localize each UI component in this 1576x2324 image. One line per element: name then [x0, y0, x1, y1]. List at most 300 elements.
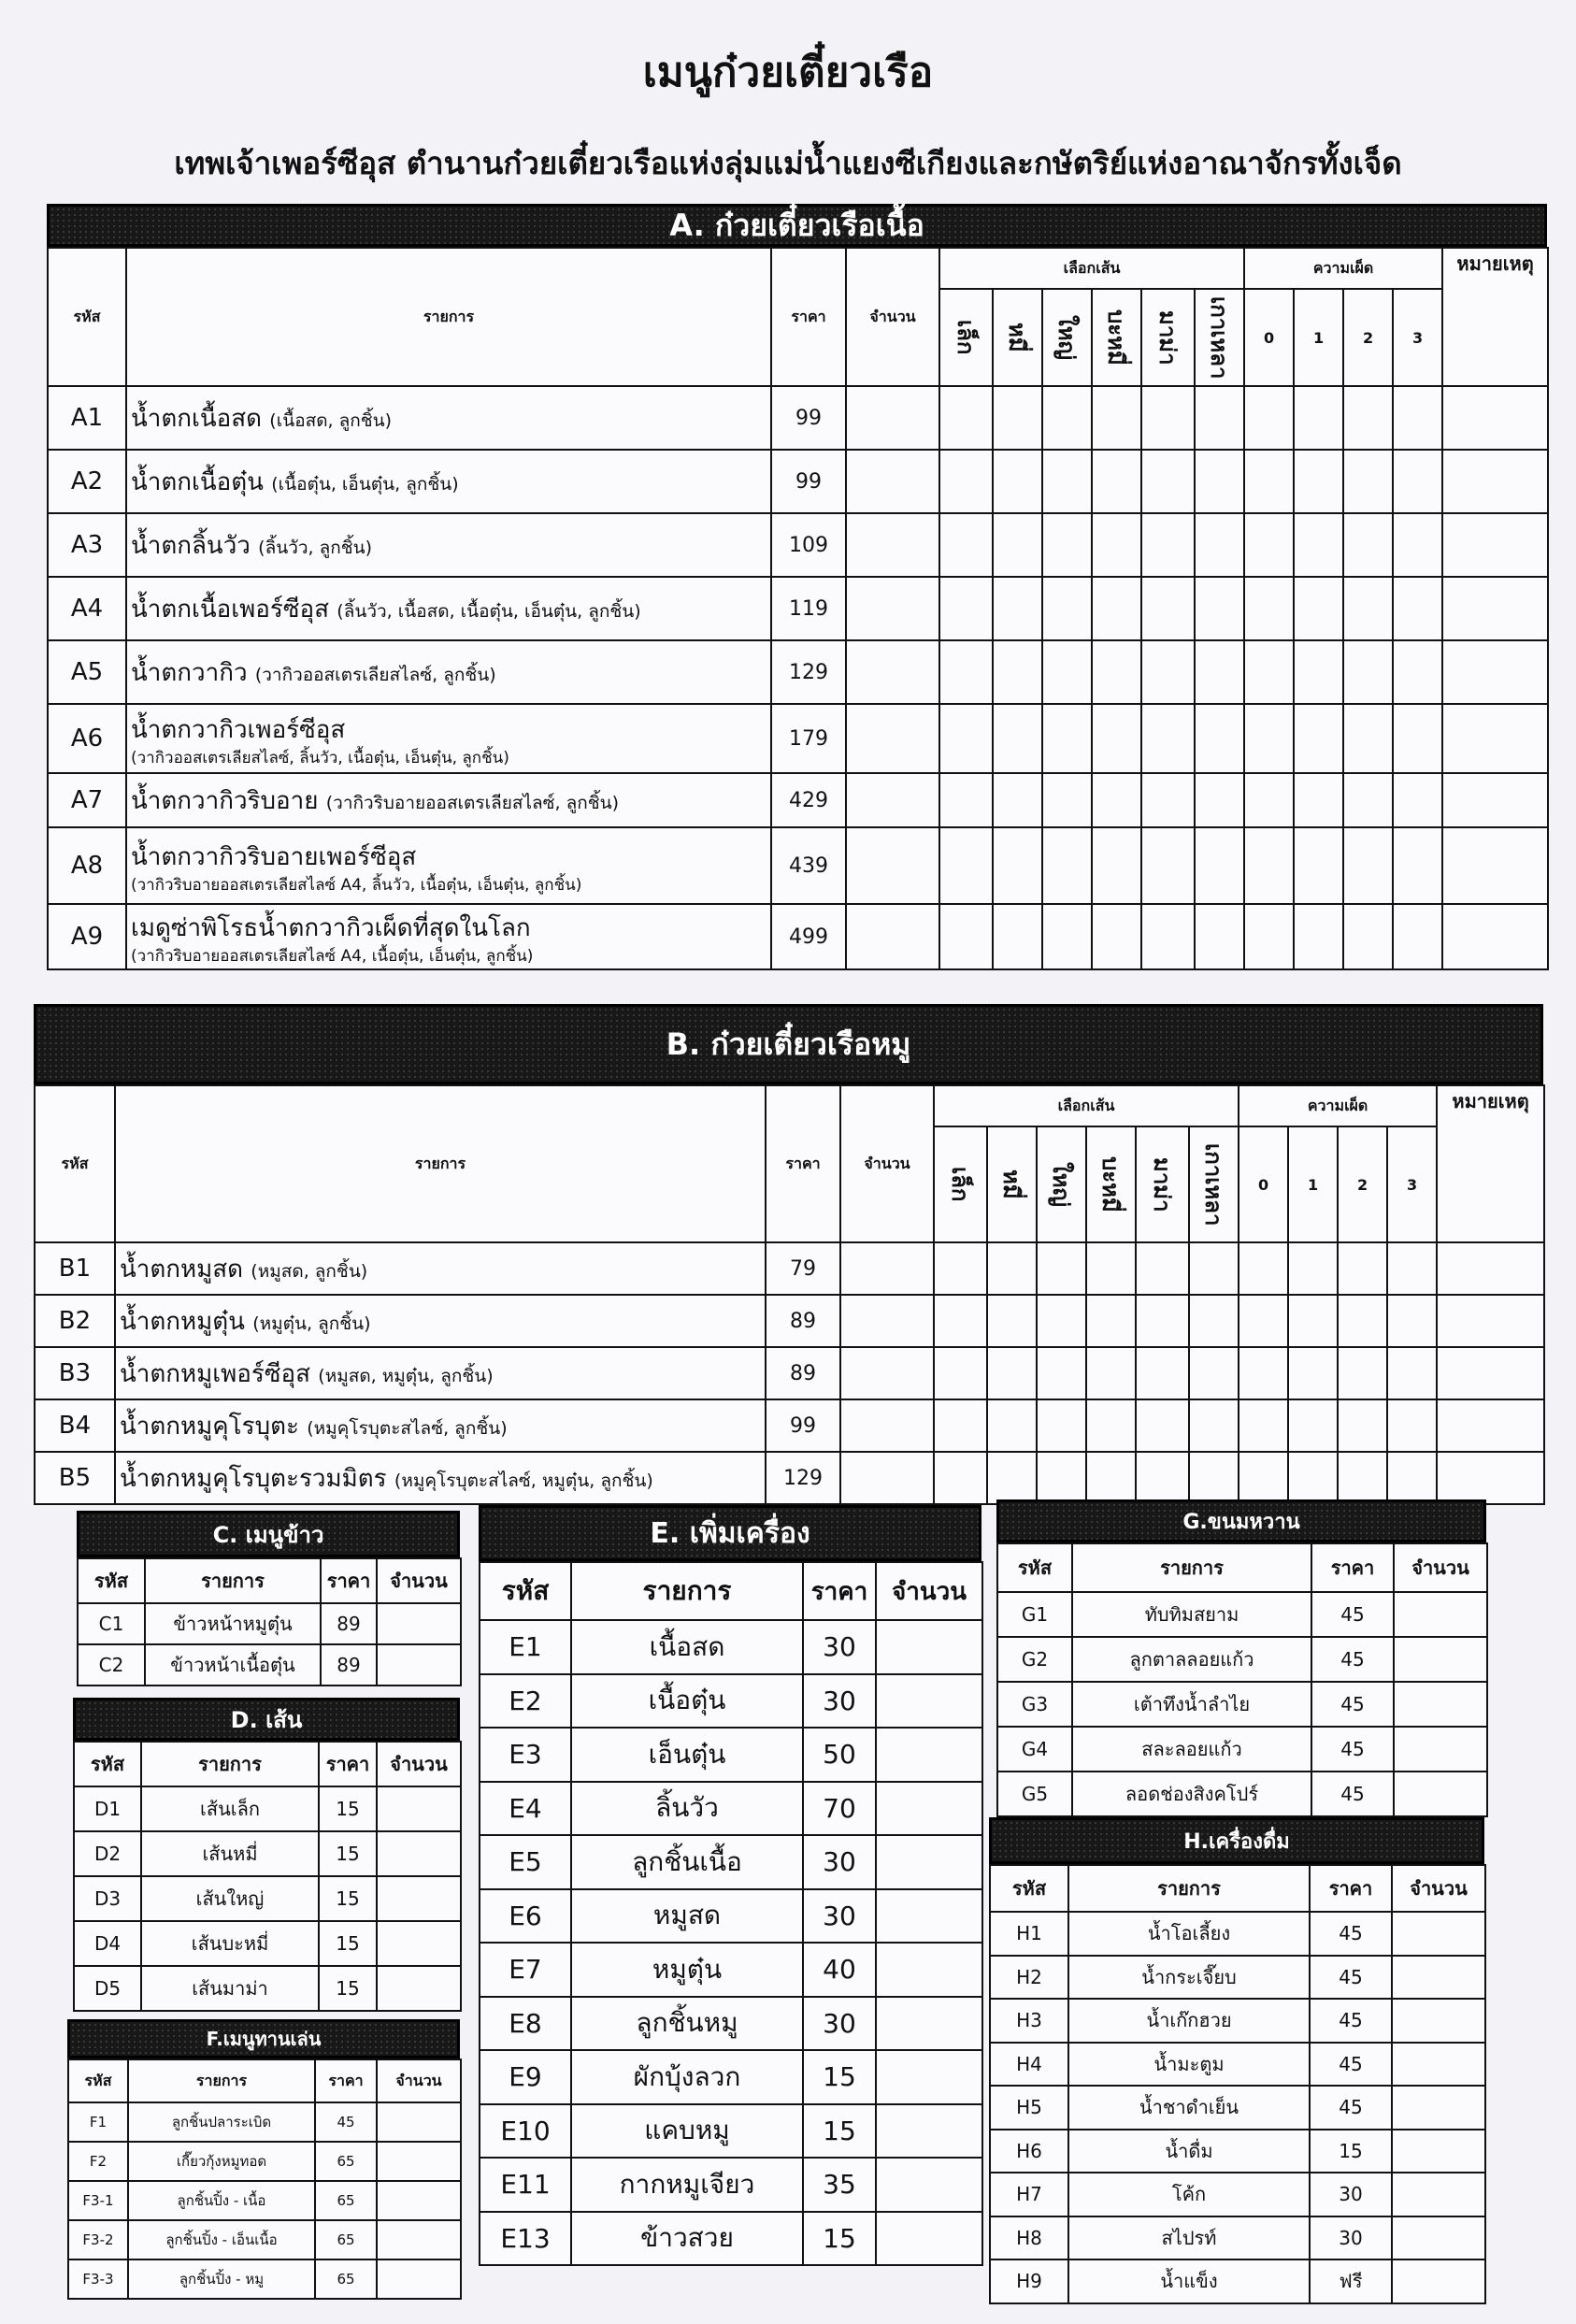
qty-input-cell[interactable] — [377, 1876, 461, 1921]
spice-checkbox-cell[interactable] — [1393, 386, 1442, 450]
table-row — [74, 1831, 461, 1876]
noodle-checkbox-cell[interactable] — [1042, 640, 1092, 704]
col-price: ราคา — [321, 1558, 377, 1603]
noodle-checkbox-cell[interactable] — [1037, 1242, 1086, 1295]
spice-checkbox-cell[interactable] — [1393, 450, 1442, 513]
note-cell[interactable] — [1442, 577, 1548, 640]
table-row — [990, 2043, 1485, 2087]
noodle-checkbox-cell[interactable] — [1136, 1452, 1189, 1504]
noodle-checkbox-cell[interactable] — [993, 773, 1042, 827]
qty-input-cell[interactable] — [1392, 1999, 1485, 2043]
spice-checkbox-cell[interactable] — [1294, 450, 1343, 513]
spice-checkbox-cell[interactable] — [1343, 386, 1393, 450]
section-h-table — [989, 1864, 1486, 2304]
qty-input-cell[interactable] — [840, 1452, 934, 1504]
item-code: A3 — [48, 513, 126, 577]
noodle-checkbox-cell[interactable] — [993, 640, 1042, 704]
spice-checkbox-cell[interactable] — [1244, 386, 1294, 450]
spice-checkbox-cell[interactable] — [1244, 704, 1294, 773]
spice-checkbox-cell[interactable] — [1288, 1347, 1338, 1399]
col-note: หมายเหตุ — [1437, 1085, 1544, 1242]
item-price: 89 — [321, 1603, 377, 1644]
noodle-checkbox-cell[interactable] — [1092, 513, 1141, 577]
qty-input-cell[interactable] — [377, 2102, 461, 2142]
noodle-checkbox-cell[interactable] — [1189, 1347, 1239, 1399]
qty-input-cell[interactable] — [876, 2050, 982, 2104]
spice-checkbox-cell[interactable] — [1239, 1295, 1288, 1347]
item-name-cell — [126, 640, 771, 704]
col-price: ราคา — [319, 1742, 377, 1786]
noodle-checkbox-cell[interactable] — [1037, 1452, 1086, 1504]
col-price: ราคา — [1310, 1865, 1392, 1912]
spice-checkbox-cell[interactable] — [1288, 1399, 1338, 1452]
noodle-checkbox-cell[interactable] — [1037, 1295, 1086, 1347]
spice-checkbox-cell[interactable] — [1343, 577, 1393, 640]
noodle-checkbox-cell[interactable] — [1141, 640, 1195, 704]
item-price: 45 — [1311, 1592, 1394, 1637]
qty-input-cell[interactable] — [846, 577, 939, 640]
noodle-checkbox-cell[interactable] — [1189, 1399, 1239, 1452]
table-row — [480, 1782, 982, 1836]
item-price: 179 — [771, 704, 846, 773]
table-row — [480, 1620, 982, 1674]
noodle-checkbox-cell[interactable] — [987, 1452, 1037, 1504]
noodle-checkbox-cell[interactable] — [934, 1295, 987, 1347]
noodle-checkbox-cell[interactable] — [1195, 704, 1244, 773]
item-name: ลูกชิ้นปิ้ง - เอ็นเนื้อ — [128, 2220, 315, 2259]
section-d — [73, 1698, 460, 2012]
spice-checkbox-cell[interactable] — [1294, 704, 1343, 773]
qty-input-cell[interactable] — [1394, 1772, 1487, 1816]
qty-input-cell[interactable] — [846, 640, 939, 704]
noodle-checkbox-cell[interactable] — [939, 704, 993, 773]
col-noodle-choice: เลือกเส้น — [939, 248, 1244, 289]
table-row — [997, 1772, 1487, 1816]
spice-checkbox-cell[interactable] — [1244, 513, 1294, 577]
note-cell[interactable] — [1442, 904, 1548, 969]
note-cell[interactable] — [1442, 827, 1548, 904]
noodle-checkbox-cell[interactable] — [1136, 1399, 1189, 1452]
spice-1-header: 1 — [1288, 1126, 1338, 1242]
table-row — [35, 1452, 1544, 1504]
table-row — [480, 1943, 982, 1997]
noodle-checkbox-cell[interactable] — [993, 577, 1042, 640]
spice-checkbox-cell[interactable] — [1387, 1399, 1437, 1452]
item-detail: (วากิวออสเตรเลียสไลซ์, ลูกชิ้น) — [254, 664, 496, 685]
noodle-checkbox-cell[interactable] — [939, 386, 993, 450]
spice-checkbox-cell[interactable] — [1239, 1399, 1288, 1452]
noodle-checkbox-cell[interactable] — [939, 513, 993, 577]
noodle-checkbox-cell[interactable] — [1141, 704, 1195, 773]
item-code: E4 — [480, 1782, 571, 1836]
item-price: 15 — [803, 2212, 876, 2266]
item-code: A4 — [48, 577, 126, 640]
noodle-checkbox-cell[interactable] — [1092, 640, 1141, 704]
noodle-wide-header: ใหญ่ — [1042, 289, 1092, 386]
page-title: เมนูก๋วยเตี๋ยวเรือ — [642, 49, 934, 96]
spice-checkbox-cell[interactable] — [1288, 1242, 1338, 1295]
qty-input-cell[interactable] — [846, 904, 939, 969]
spice-checkbox-cell[interactable] — [1343, 773, 1393, 827]
noodle-checkbox-cell[interactable] — [1086, 1347, 1136, 1399]
noodle-checkbox-cell[interactable] — [934, 1242, 987, 1295]
noodle-checkbox-cell[interactable] — [987, 1347, 1037, 1399]
spice-checkbox-cell[interactable] — [1393, 904, 1442, 969]
noodle-checkbox-cell[interactable] — [1195, 904, 1244, 969]
spice-checkbox-cell[interactable] — [1343, 450, 1393, 513]
col-item: รายการ — [1068, 1865, 1310, 1912]
noodle-checkbox-cell[interactable] — [993, 704, 1042, 773]
noodle-checkbox-cell[interactable] — [939, 904, 993, 969]
item-name: ผักบุ้งลวก — [571, 2050, 803, 2104]
qty-input-cell[interactable] — [876, 1943, 982, 1997]
qty-input-cell[interactable] — [846, 450, 939, 513]
item-name: เกี๊ยวกุ้งหมูทอด — [128, 2142, 315, 2181]
note-cell[interactable] — [1442, 704, 1548, 773]
noodle-checkbox-cell[interactable] — [1195, 640, 1244, 704]
item-price: 45 — [1310, 2086, 1392, 2130]
spice-checkbox-cell[interactable] — [1338, 1347, 1387, 1399]
col-code: รหัส — [990, 1865, 1068, 1912]
item-code: H1 — [990, 1912, 1068, 1956]
note-cell[interactable] — [1437, 1399, 1544, 1452]
spice-checkbox-cell[interactable] — [1244, 904, 1294, 969]
item-name: ลูกชิ้นปลาระเบิด — [128, 2102, 315, 2142]
table-row — [990, 2216, 1485, 2260]
item-name: น้ำตกวากิวเพอร์ซีอุส — [131, 715, 346, 744]
item-code: D1 — [74, 1786, 141, 1831]
spice-checkbox-cell[interactable] — [1338, 1295, 1387, 1347]
item-code: A6 — [48, 704, 126, 773]
noodle-egg-header: บะหมี่ — [1086, 1126, 1136, 1242]
qty-input-cell[interactable] — [840, 1242, 934, 1295]
item-price: 65 — [315, 2142, 377, 2181]
qty-input-cell[interactable] — [876, 1728, 982, 1782]
spice-checkbox-cell[interactable] — [1294, 513, 1343, 577]
spice-checkbox-cell[interactable] — [1338, 1399, 1387, 1452]
noodle-checkbox-cell[interactable] — [1141, 827, 1195, 904]
qty-input-cell[interactable] — [1394, 1592, 1487, 1637]
spice-checkbox-cell[interactable] — [1338, 1242, 1387, 1295]
noodle-checkbox-cell[interactable] — [1136, 1347, 1189, 1399]
spice-checkbox-cell[interactable] — [1294, 827, 1343, 904]
spice-0-header: 0 — [1244, 289, 1294, 386]
qty-input-cell[interactable] — [840, 1399, 934, 1452]
noodle-checkbox-cell[interactable] — [934, 1347, 987, 1399]
spice-checkbox-cell[interactable] — [1244, 827, 1294, 904]
noodle-checkbox-cell[interactable] — [1042, 513, 1092, 577]
qty-input-cell[interactable] — [840, 1347, 934, 1399]
spice-checkbox-cell[interactable] — [1393, 704, 1442, 773]
noodle-checkbox-cell[interactable] — [1042, 386, 1092, 450]
item-name: น้ำแข็ง — [1068, 2259, 1310, 2303]
qty-input-cell[interactable] — [377, 1644, 461, 1686]
col-code: รหัส — [480, 1562, 571, 1620]
item-name: เส้นหมี่ — [141, 1831, 319, 1876]
table-row — [480, 1728, 982, 1782]
item-price: 79 — [766, 1242, 840, 1295]
spice-checkbox-cell[interactable] — [1239, 1242, 1288, 1295]
qty-input-cell[interactable] — [846, 513, 939, 577]
item-detail: (วากิวออสเตรเลียสไลซ์, ลิ้นวัว, เนื้อตุ๋น, เอ็นตุ๋น, ลูกชิ้น) — [131, 748, 509, 767]
spice-checkbox-cell[interactable] — [1343, 827, 1393, 904]
col-price: ราคา — [315, 2059, 377, 2102]
noodle-checkbox-cell[interactable] — [993, 827, 1042, 904]
qty-input-cell[interactable] — [377, 1831, 461, 1876]
note-cell[interactable] — [1437, 1295, 1544, 1347]
noodle-checkbox-cell[interactable] — [1195, 577, 1244, 640]
noodle-checkbox-cell[interactable] — [1141, 577, 1195, 640]
spice-checkbox-cell[interactable] — [1338, 1452, 1387, 1504]
qty-input-cell[interactable] — [1392, 1956, 1485, 2000]
noodle-checkbox-cell[interactable] — [1141, 450, 1195, 513]
spice-checkbox-cell[interactable] — [1244, 450, 1294, 513]
qty-input-cell[interactable] — [1392, 1912, 1485, 1956]
item-name: เส้นใหญ่ — [141, 1876, 319, 1921]
table-row — [35, 1242, 1544, 1295]
qty-input-cell[interactable] — [377, 1603, 461, 1644]
qty-input-cell[interactable] — [1394, 1682, 1487, 1727]
item-price: 45 — [1311, 1727, 1394, 1772]
noodle-checkbox-cell[interactable] — [1086, 1399, 1136, 1452]
spice-checkbox-cell[interactable] — [1244, 773, 1294, 827]
noodle-checkbox-cell[interactable] — [1141, 513, 1195, 577]
noodle-checkbox-cell[interactable] — [1086, 1242, 1136, 1295]
spice-checkbox-cell[interactable] — [1387, 1347, 1437, 1399]
qty-input-cell[interactable] — [1392, 2259, 1485, 2303]
note-cell[interactable] — [1442, 513, 1548, 577]
qty-input-cell[interactable] — [876, 1889, 982, 1944]
section-h — [989, 1817, 1484, 2304]
qty-input-cell[interactable] — [876, 1835, 982, 1889]
qty-input-cell[interactable] — [876, 1674, 982, 1729]
item-name: เส้นบะหมี่ — [141, 1921, 319, 1966]
item-name: น้ำตกหมูคุโรบุตะรวมมิตร — [120, 1464, 387, 1493]
spice-checkbox-cell[interactable] — [1288, 1295, 1338, 1347]
noodle-none-header: เกาเหลา — [1189, 1126, 1239, 1242]
table-row — [480, 2050, 982, 2104]
item-detail: (หมูคุโรบุตะสไลซ์, หมูตุ๋น, ลูกชิ้น) — [394, 1470, 653, 1491]
noodle-checkbox-cell[interactable] — [1092, 773, 1141, 827]
noodle-checkbox-cell[interactable] — [939, 450, 993, 513]
noodle-checkbox-cell[interactable] — [993, 513, 1042, 577]
spice-checkbox-cell[interactable] — [1244, 640, 1294, 704]
spice-checkbox-cell[interactable] — [1294, 386, 1343, 450]
spice-checkbox-cell[interactable] — [1343, 704, 1393, 773]
qty-input-cell[interactable] — [846, 827, 939, 904]
noodle-checkbox-cell[interactable] — [987, 1242, 1037, 1295]
noodle-checkbox-cell[interactable] — [993, 450, 1042, 513]
noodle-checkbox-cell[interactable] — [1037, 1347, 1086, 1399]
note-cell[interactable] — [1437, 1347, 1544, 1399]
noodle-checkbox-cell[interactable] — [1189, 1242, 1239, 1295]
noodle-checkbox-cell[interactable] — [1195, 827, 1244, 904]
noodle-checkbox-cell[interactable] — [939, 773, 993, 827]
item-code: B4 — [35, 1399, 115, 1452]
qty-input-cell[interactable] — [1394, 1727, 1487, 1772]
note-cell[interactable] — [1442, 773, 1548, 827]
noodle-checkbox-cell[interactable] — [1037, 1399, 1086, 1452]
qty-input-cell[interactable] — [1392, 2043, 1485, 2087]
noodle-checkbox-cell[interactable] — [1092, 827, 1141, 904]
table-row — [480, 2158, 982, 2212]
item-name: โค้ก — [1068, 2173, 1310, 2216]
spice-checkbox-cell[interactable] — [1393, 773, 1442, 827]
spice-checkbox-cell[interactable] — [1343, 904, 1393, 969]
spice-checkbox-cell[interactable] — [1393, 827, 1442, 904]
item-price: 65 — [315, 2259, 377, 2299]
noodle-checkbox-cell[interactable] — [1042, 704, 1092, 773]
noodle-checkbox-cell[interactable] — [1195, 773, 1244, 827]
noodle-checkbox-cell[interactable] — [1141, 773, 1195, 827]
noodle-checkbox-cell[interactable] — [1189, 1452, 1239, 1504]
qty-input-cell[interactable] — [846, 773, 939, 827]
noodle-checkbox-cell[interactable] — [993, 386, 1042, 450]
qty-input-cell[interactable] — [846, 704, 939, 773]
section-f — [67, 2019, 460, 2300]
noodle-checkbox-cell[interactable] — [1092, 450, 1141, 513]
section-b-rows — [35, 1242, 1544, 1504]
spice-checkbox-cell[interactable] — [1343, 640, 1393, 704]
item-code: E8 — [480, 1997, 571, 2051]
noodle-checkbox-cell[interactable] — [1042, 450, 1092, 513]
qty-input-cell[interactable] — [876, 2158, 982, 2212]
qty-input-cell[interactable] — [876, 2104, 982, 2159]
spice-checkbox-cell[interactable] — [1393, 640, 1442, 704]
spice-checkbox-cell[interactable] — [1294, 773, 1343, 827]
item-name: น้ำชาดำเย็น — [1068, 2086, 1310, 2130]
spice-2-header: 2 — [1338, 1126, 1387, 1242]
section-a-rows — [48, 386, 1548, 969]
col-price: ราคา — [803, 1562, 876, 1620]
noodle-checkbox-cell[interactable] — [1042, 904, 1092, 969]
noodle-checkbox-cell[interactable] — [939, 827, 993, 904]
spice-checkbox-cell[interactable] — [1387, 1242, 1437, 1295]
noodle-checkbox-cell[interactable] — [1189, 1295, 1239, 1347]
table-row — [997, 1592, 1487, 1637]
noodle-checkbox-cell[interactable] — [1092, 386, 1141, 450]
note-cell[interactable] — [1442, 386, 1548, 450]
noodle-checkbox-cell[interactable] — [934, 1452, 987, 1504]
noodle-checkbox-cell[interactable] — [1141, 904, 1195, 969]
section-e-title: E. เพิ่มเครื่อง — [479, 1505, 981, 1561]
noodle-checkbox-cell[interactable] — [1195, 513, 1244, 577]
item-price: 89 — [321, 1644, 377, 1686]
qty-input-cell[interactable] — [1392, 2173, 1485, 2216]
spice-checkbox-cell[interactable] — [1343, 513, 1393, 577]
item-price: 30 — [803, 1620, 876, 1674]
item-name: ข้าวหน้าเนื้อตุ๋น — [145, 1644, 321, 1686]
col-qty: จำนวน — [840, 1085, 934, 1242]
note-cell[interactable] — [1442, 450, 1548, 513]
spice-checkbox-cell[interactable] — [1294, 640, 1343, 704]
spice-checkbox-cell[interactable] — [1294, 904, 1343, 969]
qty-input-cell[interactable] — [846, 386, 939, 450]
qty-input-cell[interactable] — [1392, 2130, 1485, 2173]
qty-input-cell[interactable] — [876, 1782, 982, 1836]
item-code: B2 — [35, 1295, 115, 1347]
spice-checkbox-cell[interactable] — [1294, 577, 1343, 640]
item-name: เมดูซ่าพิโรธน้ำตกวากิวเผ็ดที่สุดในโลก — [131, 913, 531, 942]
item-name: เอ็นตุ๋น — [571, 1728, 803, 1782]
noodle-checkbox-cell[interactable] — [1136, 1295, 1189, 1347]
noodle-checkbox-cell[interactable] — [939, 640, 993, 704]
noodle-checkbox-cell[interactable] — [1086, 1295, 1136, 1347]
noodle-checkbox-cell[interactable] — [1092, 904, 1141, 969]
section-g-rows — [997, 1592, 1487, 1816]
noodle-checkbox-cell[interactable] — [987, 1399, 1037, 1452]
qty-input-cell[interactable] — [377, 1786, 461, 1831]
qty-input-cell[interactable] — [377, 2259, 461, 2299]
qty-input-cell[interactable] — [377, 2142, 461, 2181]
col-code: รหัส — [48, 248, 126, 386]
table-row — [990, 2259, 1485, 2303]
spice-checkbox-cell[interactable] — [1288, 1452, 1338, 1504]
item-name: น้ำเก๊กฮวย — [1068, 1999, 1310, 2043]
noodle-checkbox-cell[interactable] — [1042, 577, 1092, 640]
item-price: 40 — [803, 1943, 876, 1997]
spice-checkbox-cell[interactable] — [1387, 1295, 1437, 1347]
qty-input-cell[interactable] — [1392, 2216, 1485, 2260]
spice-checkbox-cell[interactable] — [1387, 1452, 1437, 1504]
item-code: E13 — [480, 2212, 571, 2266]
qty-input-cell[interactable] — [1394, 1637, 1487, 1682]
noodle-checkbox-cell[interactable] — [934, 1399, 987, 1452]
spice-checkbox-cell[interactable] — [1239, 1347, 1288, 1399]
noodle-checkbox-cell[interactable] — [1042, 773, 1092, 827]
qty-input-cell[interactable] — [1392, 2086, 1485, 2130]
item-name-cell — [126, 450, 771, 513]
item-name-cell — [115, 1242, 766, 1295]
section-c-table — [77, 1557, 462, 1686]
note-cell[interactable] — [1437, 1452, 1544, 1504]
noodle-checkbox-cell[interactable] — [1136, 1242, 1189, 1295]
spice-checkbox-cell[interactable] — [1393, 513, 1442, 577]
note-cell[interactable] — [1437, 1242, 1544, 1295]
qty-input-cell[interactable] — [876, 1997, 982, 2051]
spice-checkbox-cell[interactable] — [1244, 577, 1294, 640]
table-row — [480, 1835, 982, 1889]
noodle-checkbox-cell[interactable] — [939, 577, 993, 640]
qty-input-cell[interactable] — [377, 2181, 461, 2220]
qty-input-cell[interactable] — [377, 1966, 461, 2011]
noodle-checkbox-cell[interactable] — [987, 1295, 1037, 1347]
noodle-checkbox-cell[interactable] — [1195, 450, 1244, 513]
note-cell[interactable] — [1442, 640, 1548, 704]
item-name-cell — [115, 1295, 766, 1347]
noodle-checkbox-cell[interactable] — [1042, 827, 1092, 904]
item-name: น้ำโอเลี้ยง — [1068, 1912, 1310, 1956]
noodle-checkbox-cell[interactable] — [993, 904, 1042, 969]
noodle-checkbox-cell[interactable] — [1092, 704, 1141, 773]
noodle-checkbox-cell[interactable] — [1141, 386, 1195, 450]
qty-input-cell[interactable] — [377, 2220, 461, 2259]
spice-checkbox-cell[interactable] — [1239, 1452, 1288, 1504]
table-row — [480, 2104, 982, 2159]
spice-checkbox-cell[interactable] — [1393, 577, 1442, 640]
qty-input-cell[interactable] — [840, 1295, 934, 1347]
noodle-checkbox-cell[interactable] — [1195, 386, 1244, 450]
item-code: G3 — [997, 1682, 1072, 1727]
item-price: 129 — [766, 1452, 840, 1504]
qty-input-cell[interactable] — [876, 1620, 982, 1674]
item-code: G2 — [997, 1637, 1072, 1682]
noodle-checkbox-cell[interactable] — [1092, 577, 1141, 640]
table-row — [74, 1786, 461, 1831]
qty-input-cell[interactable] — [876, 2212, 982, 2266]
noodle-checkbox-cell[interactable] — [1086, 1452, 1136, 1504]
qty-input-cell[interactable] — [377, 1921, 461, 1966]
